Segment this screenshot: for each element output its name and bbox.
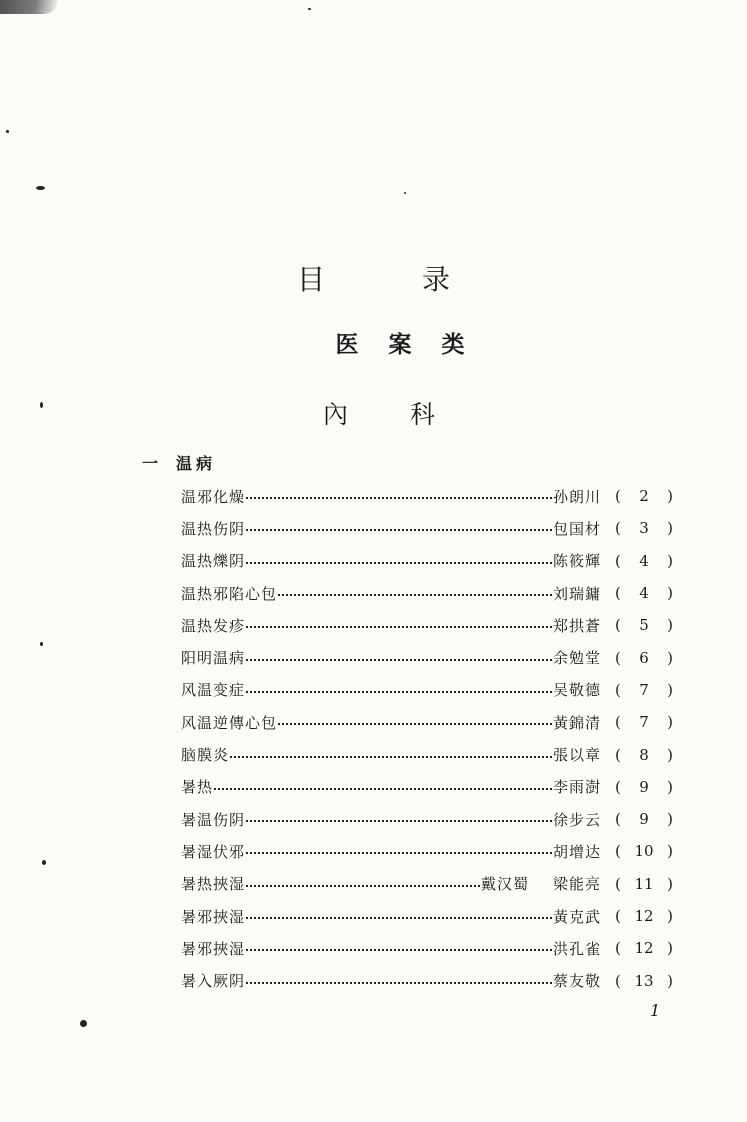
entry-author: 包国材 (553, 519, 602, 538)
chapter-heading (142, 451, 216, 474)
toc-entry[interactable] (181, 803, 673, 835)
entry-page: ( 13 ) (615, 971, 673, 990)
scan-speck (42, 860, 46, 865)
entry-author: 胡增达 (553, 842, 602, 861)
entry-title: 风温逆傳心包 (181, 713, 278, 732)
dot-leader (246, 653, 552, 661)
page-title: 目 录 (297, 263, 494, 296)
chapter-title: 温病 (176, 454, 217, 473)
dot-leader (246, 943, 552, 951)
scan-speck (36, 186, 45, 190)
entry-author: 梁能亮 (553, 875, 602, 894)
chapter-number: 一 (142, 454, 163, 473)
entry-author: 吴敬德 (553, 681, 602, 700)
dot-leader (246, 976, 552, 984)
entry-author: 洪孔雀 (553, 939, 602, 958)
toc-entry[interactable] (181, 900, 673, 932)
scan-speck (404, 192, 406, 194)
toc-entry[interactable] (181, 480, 673, 512)
scan-speck (6, 130, 9, 133)
entry-coauthor: 戴汉蜀 (480, 875, 529, 894)
entry-page: ( 11 ) (615, 874, 673, 893)
dot-leader (246, 620, 552, 628)
toc-entry[interactable] (181, 964, 673, 996)
section-heading: 內科 (322, 400, 497, 429)
dot-leader (278, 588, 552, 596)
dot-leader (214, 782, 552, 790)
entry-title: 暑邪挾湿 (181, 939, 246, 958)
entry-author: 張以章 (553, 746, 602, 765)
entry-page: ( 7 ) (615, 713, 673, 732)
dot-leader (278, 717, 552, 725)
dot-leader (246, 846, 552, 854)
dot-leader (246, 685, 552, 693)
entry-title: 暑热 (181, 778, 214, 797)
entry-page: ( 4 ) (615, 584, 673, 603)
scan-speck (80, 1020, 87, 1027)
entry-page: ( 10 ) (615, 842, 673, 861)
entry-author: 蔡友敬 (553, 972, 602, 991)
entry-page: ( 2 ) (615, 487, 673, 506)
entry-title: 温热发疹 (181, 616, 246, 635)
entry-title: 温热爍阴 (181, 552, 246, 571)
toc-entry[interactable] (181, 674, 673, 706)
entry-author: 余勉堂 (553, 649, 602, 668)
entry-page: ( 9 ) (615, 777, 673, 796)
entry-title: 暑邪挾湿 (181, 907, 246, 926)
entry-title: 温邪化燥 (181, 487, 246, 506)
entry-author: 郑拱蒼 (553, 616, 602, 635)
entry-page: ( 6 ) (615, 648, 673, 667)
entry-page: ( 7 ) (615, 680, 673, 699)
toc-entry[interactable] (181, 932, 673, 964)
entry-author: 李雨澍 (553, 778, 602, 797)
entry-title: 风温变症 (181, 681, 246, 700)
scan-speck (308, 8, 311, 10)
entry-author: 黃錦清 (553, 713, 602, 732)
entry-page: ( 8 ) (615, 745, 673, 764)
category-heading: 医案类 (335, 331, 495, 358)
page-number: 1 (650, 1001, 661, 1020)
toc-entry[interactable] (181, 609, 673, 641)
dot-leader (246, 814, 552, 822)
entry-page: ( 5 ) (615, 616, 673, 635)
dot-leader (246, 556, 552, 564)
dot-leader (246, 523, 552, 531)
toc-entry[interactable] (181, 706, 673, 738)
dot-leader (230, 750, 552, 758)
entry-title: 阳明温病 (181, 649, 246, 668)
entry-page: ( 12 ) (615, 939, 673, 958)
entry-author: 徐步云 (553, 810, 602, 829)
entry-title: 暑温伤阴 (181, 810, 246, 829)
toc-entry[interactable] (181, 577, 673, 609)
dot-leader (246, 879, 480, 887)
toc-entry[interactable] (181, 835, 673, 867)
toc-entry[interactable] (181, 771, 673, 803)
entry-title: 温热邪陷心包 (181, 584, 278, 603)
entry-author: 陈筱輝 (553, 552, 602, 571)
entry-title: 暑湿伏邪 (181, 842, 246, 861)
entry-title: 暑热挾湿 (181, 875, 246, 894)
entry-title: 温热伤阴 (181, 519, 246, 538)
entry-page: ( 12 ) (615, 907, 673, 925)
entry-page: ( 3 ) (615, 519, 673, 538)
entry-title: 暑入厥阴 (181, 972, 246, 991)
entry-author: 黃克武 (553, 907, 602, 926)
scan-speck (40, 642, 43, 646)
entry-title: 脑膜炎 (181, 746, 230, 765)
toc-entry[interactable] (181, 512, 673, 544)
dot-leader (246, 491, 552, 499)
scan-mark (0, 0, 58, 14)
toc-list (181, 480, 673, 997)
entry-page: ( 4 ) (615, 551, 673, 570)
entry-author: 刘瑞鏞 (553, 584, 602, 603)
toc-entry[interactable] (181, 641, 673, 673)
toc-entry[interactable] (181, 738, 673, 770)
entry-author: 孙朗川 (553, 487, 602, 506)
entry-page: ( 9 ) (615, 810, 673, 829)
toc-entry[interactable] (181, 868, 673, 900)
toc-entry[interactable] (181, 545, 673, 577)
dot-leader (246, 911, 552, 919)
